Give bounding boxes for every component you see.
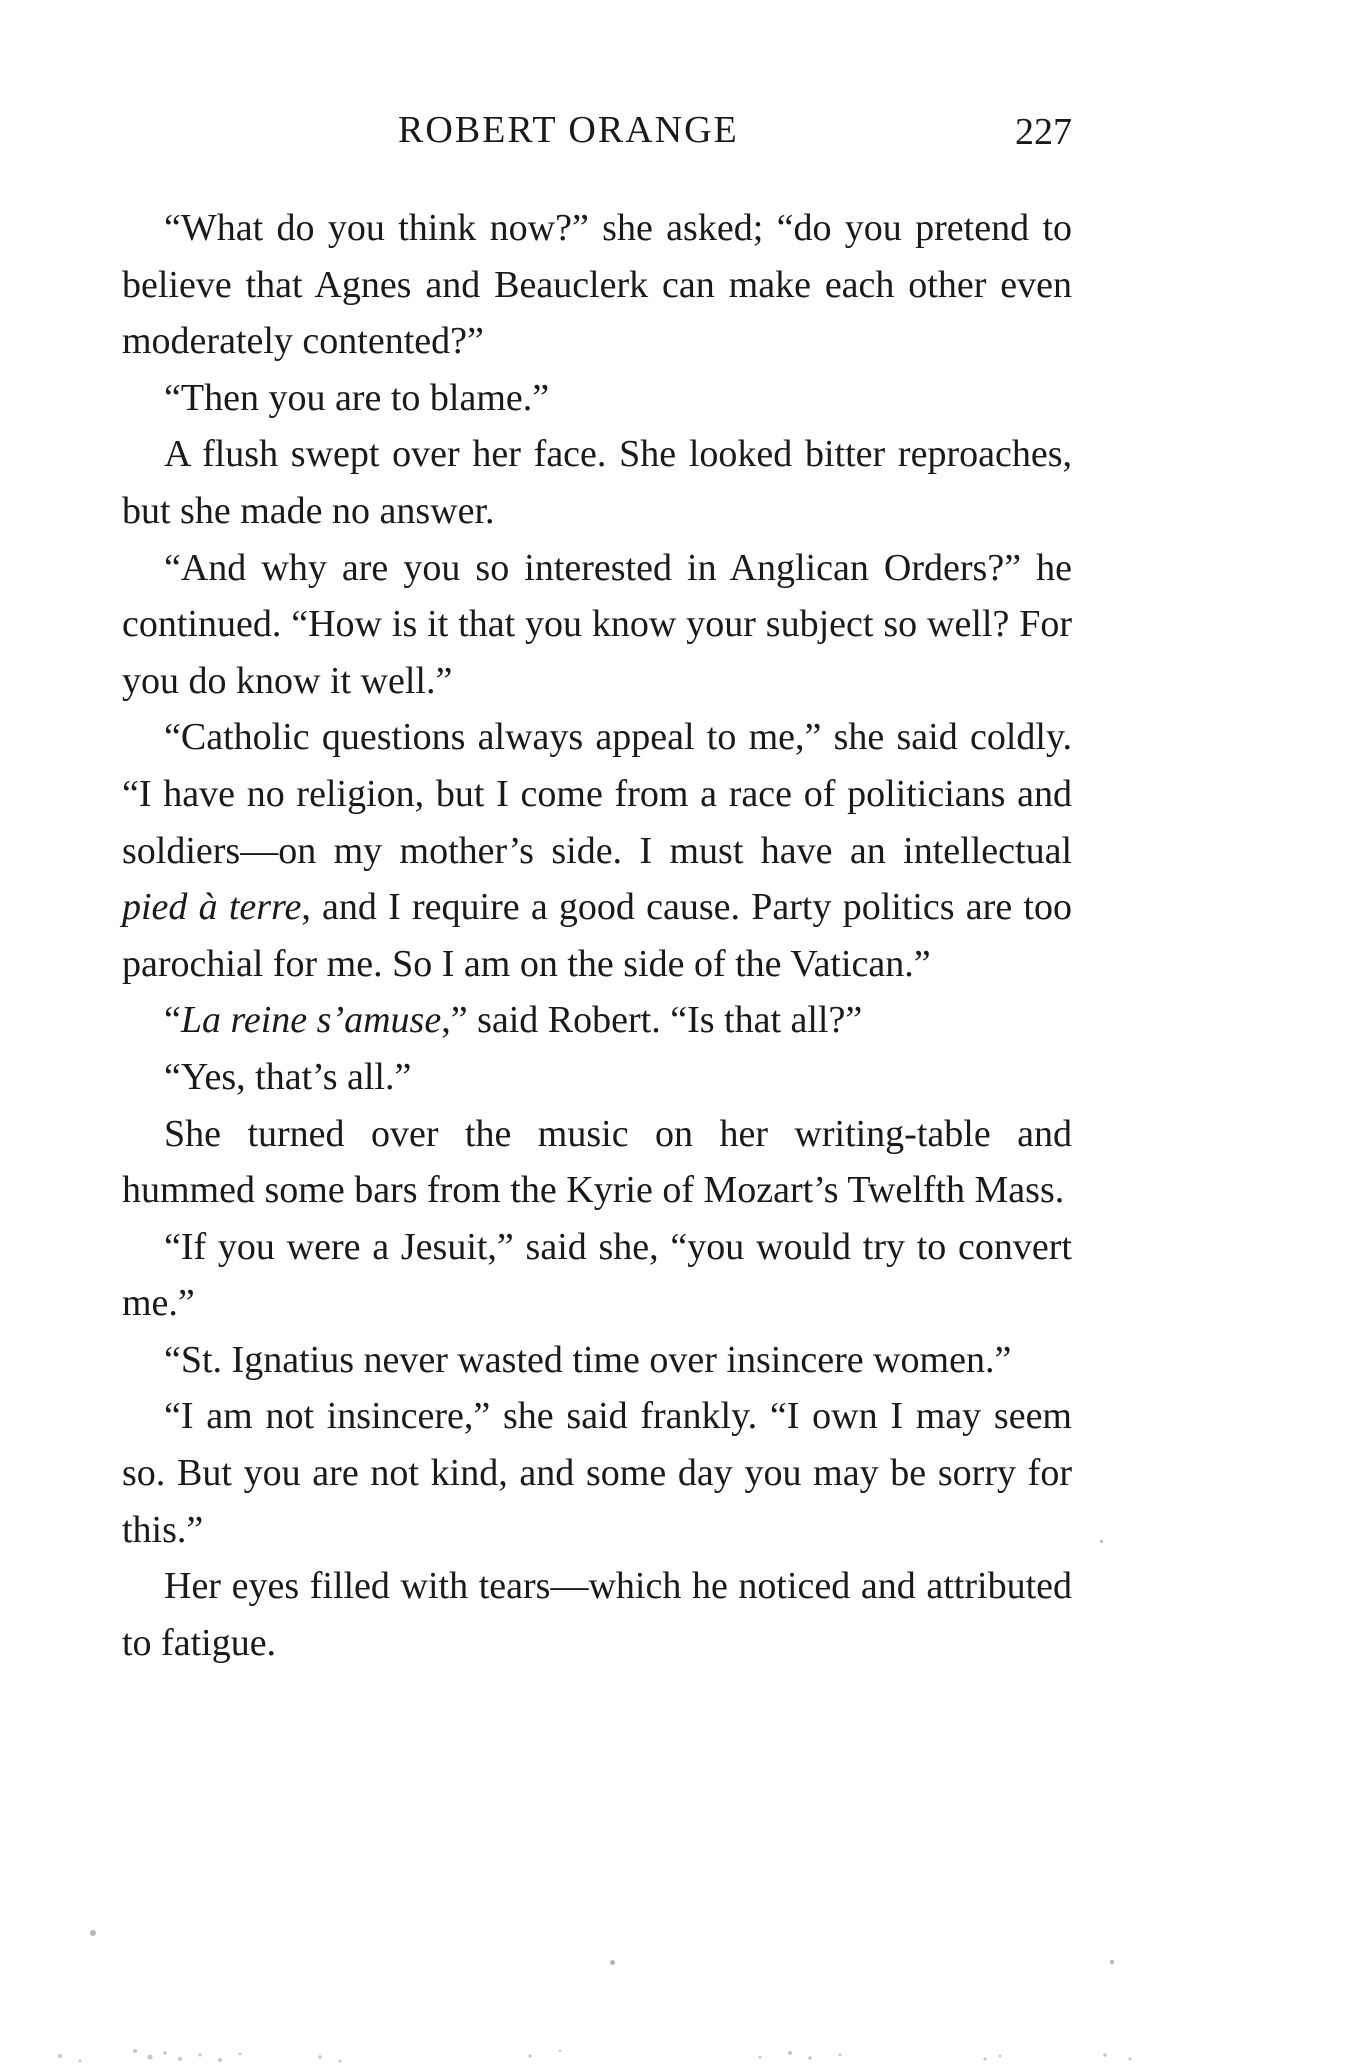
body-text xyxy=(122,200,1072,1671)
paragraph xyxy=(122,540,1072,710)
text-run: ,” said Robert. “Is that all?” xyxy=(441,999,863,1042)
text-run: “Catholic questions always appeal to me,” she said coldly. “I have no religion, but I come from a race of politicians and soldiers—on my mother’s side. I must have an intellectual xyxy=(122,716,1072,872)
text-run: “Then you are to blame.” xyxy=(164,376,550,419)
paragraph xyxy=(122,370,1072,427)
scan-speck xyxy=(1110,1960,1114,1964)
paragraph xyxy=(122,1106,1072,1219)
paragraph xyxy=(122,426,1072,539)
paragraph xyxy=(122,992,1072,1049)
text-run: “If you were a Jesuit,” said she, “you would try to convert me.” xyxy=(122,1225,1072,1325)
paragraph xyxy=(122,709,1072,992)
page-number: 227 xyxy=(1015,111,1072,153)
text-run: , and I require a good cause. Party politics are too parochial for me. So I am on the side of the Vatican.” xyxy=(122,886,1072,985)
paragraph xyxy=(122,1219,1072,1332)
scan-speck xyxy=(90,1930,96,1936)
running-head xyxy=(122,108,1072,158)
paragraph xyxy=(122,1558,1072,1671)
text-run: “I am not insincere,” she said frankly. “I own I may seem so. But you are not kind, and some day you may be sorry for this.” xyxy=(122,1395,1072,1551)
paragraph xyxy=(122,200,1072,370)
text-run: She turned over the music on her writing-table and hummed some bars from the Kyrie of Mozart’s Twelfth Mass. xyxy=(122,1112,1072,1212)
italic-phrase: La reine s’amuse xyxy=(180,999,442,1042)
text-run: “What do you think now?” she asked; “do you pretend to believe that Agnes and Beauclerk can make each other even moderately contented?” xyxy=(122,207,1072,363)
italic-phrase: pied à terre xyxy=(122,886,302,929)
text-run: “Yes, that’s all.” xyxy=(164,1055,412,1098)
running-title: ROBERT ORANGE xyxy=(398,109,739,151)
bleed-through-noise xyxy=(0,2011,1360,2071)
text-run: Her eyes filled with tears—which he noticed and attributed to fatigue. xyxy=(122,1565,1072,1664)
paragraph xyxy=(122,1049,1072,1106)
text-run: A flush swept over her face. She looked bitter reproaches, but she made no answer. xyxy=(122,433,1072,532)
paragraph xyxy=(122,1388,1072,1558)
scan-speck xyxy=(1100,1540,1103,1543)
text-run: “ xyxy=(164,999,181,1042)
text-run: “St. Ignatius never wasted time over insincere women.” xyxy=(164,1338,1012,1381)
scan-speck xyxy=(610,1960,615,1965)
paragraph xyxy=(122,1332,1072,1389)
text-run: “And why are you so interested in Anglican Orders?” he continued. “How is it that you know your subject so well? For you do know it well.” xyxy=(122,546,1072,702)
